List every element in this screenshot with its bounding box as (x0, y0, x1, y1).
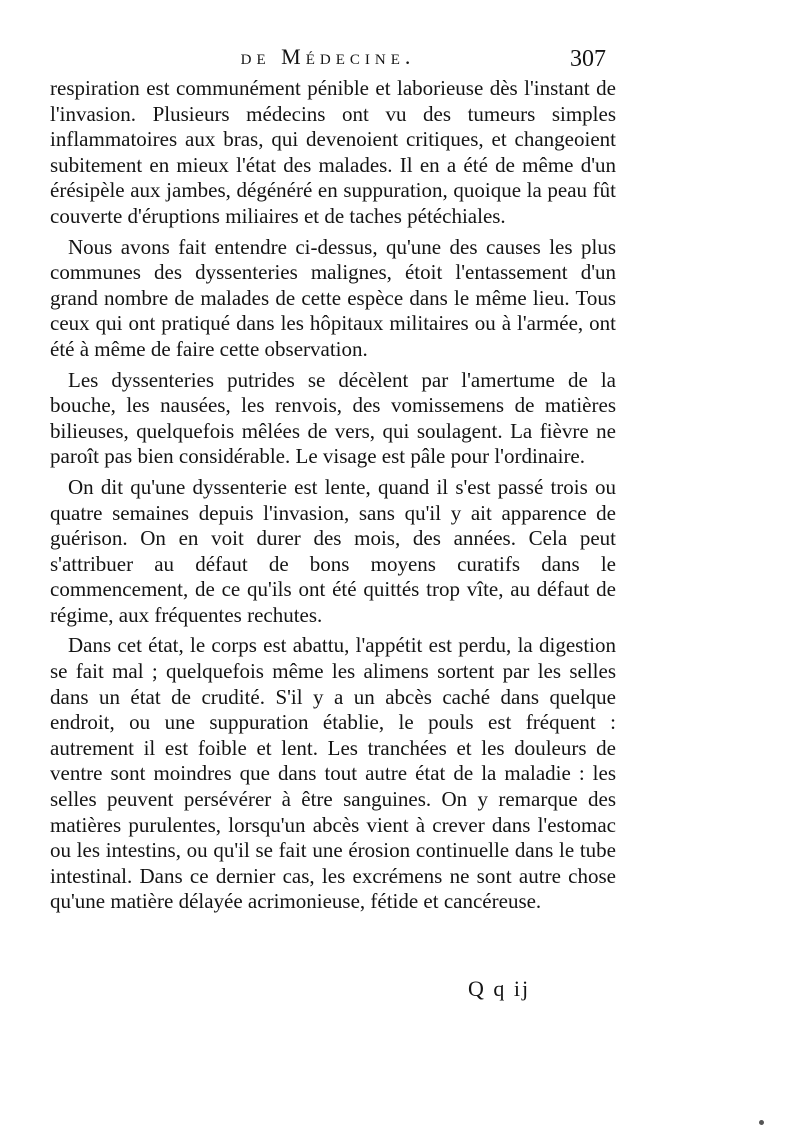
paragraph: On dit qu'une dyssenterie est lente, quand il s'est passé trois ou quatre semaines depuis l'invasion, sans qu'il y ait apparence de guérison. On en voit durer des mois, des années. Cela peut s'attribuer au défaut de bons moyens curatifs dans le commencement, de ce qu'ils ont été quittés trop vîte, au défaut de régime, aux fréquentes rechutes. (50, 474, 616, 627)
running-title: de Médecine. (240, 44, 416, 69)
page-number: 307 (570, 46, 606, 72)
paragraph: Nous avons fait entendre ci-dessus, qu'une des causes les plus communes des dyssenteries malignes, étoit l'entassement d'un grand nombre de malades de cette espèce dans le même lieu. Tous ceux qui ont pratiqué dans les hôpitaux militaires ou à l'armée, ont été à même de faire cette observation. (50, 234, 616, 361)
running-head (50, 44, 606, 78)
body-text (50, 76, 616, 920)
catchline (50, 974, 616, 1004)
ink-speck (759, 1120, 764, 1125)
paragraph: respiration est communément pénible et laborieuse dès l'instant de l'invasion. Plusieurs médecins ont vu des tumeurs simples inflammatoires aux bras, qui devenoient critiques, et changeoient subitement en mieux l'état des malades. Il en a été de même d'un érésipèle aux jambes, dégénéré en suppuration, quoique la peau fût couverte d'éruptions miliaires et de taches pétéchiales. (50, 76, 616, 228)
paragraph: Les dyssenteries putrides se décèlent par l'amertume de la bouche, les nausées, les renvois, des vomissemens de matières bilieuses, quelquefois mêlées de vers, qui soulagent. La fièvre ne paroît pas bien considérable. Le visage est pâle pour l'ordinaire. (50, 367, 616, 469)
paragraph: Dans cet état, le corps est abattu, l'appétit est perdu, la digestion se fait mal ; quelquefois même les alimens sortent par les selles dans un état de crudité. S'il y a un abcès caché dans quelque endroit, ou une suppuration établie, le pouls est fréquent : autrement il est foible et lent. Les tranchées et les douleurs de ventre sont moindres que dans tout autre état de la maladie : les selles peuvent persévérer à être sanguines. On y remarque des matières purulentes, lorsqu'un abcès vient à crever dans l'estomac ou les intestins, ou qu'il se fait une érosion continuelle dans le tube intestinal. Dans ce dernier cas, les excrémens ne sont autre chose qu'une matière délayée acrimonieuse, fétide et cancéreuse. (50, 633, 616, 914)
signature-mark: Q q ij (468, 976, 531, 1001)
